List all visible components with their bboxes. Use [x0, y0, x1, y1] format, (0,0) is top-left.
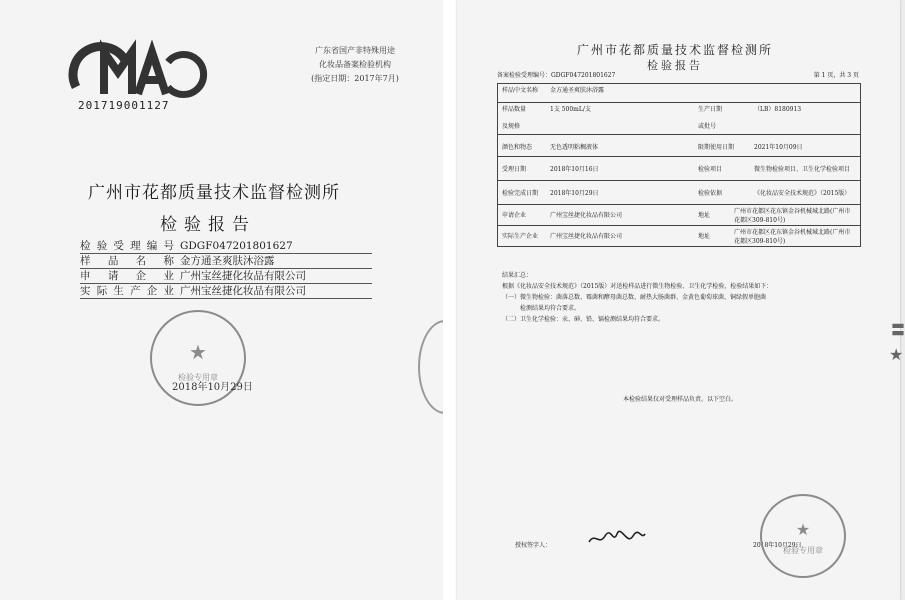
cell-value: 《化妆品安全技术规范》（2015版） — [754, 190, 851, 197]
field-label: 检验受理编号 — [80, 240, 174, 252]
cell-value: 广州市花都区花东镇金谷机械城北路(广州市花都区309-810号) — [734, 229, 851, 245]
field-label: 样品名称 — [80, 255, 174, 267]
official-seal — [760, 494, 846, 578]
cma-logo-icon — [66, 42, 186, 102]
field-value: 广州宝丝捷化妆品有限公司 — [180, 270, 306, 282]
page-indicator: 第 1 页，共 3 页 — [813, 72, 859, 79]
report-fields — [80, 239, 372, 299]
table-row — [498, 102, 860, 121]
cell-value: 金方通圣爽肤沐浴露 — [550, 87, 605, 94]
end-note: 本检验结果仅对受理样品负责。以下空白。 — [622, 396, 737, 403]
cell-label: 申请企业 — [502, 212, 527, 219]
cell-label: 生产日期 — [698, 106, 723, 113]
cell-value: 2018年10月16日 — [550, 166, 599, 173]
report-date: 2018年10月29日 — [172, 382, 253, 393]
field-row — [80, 269, 372, 284]
star-icon: ★ — [889, 345, 904, 364]
cell-value: （LB）8180913 — [754, 106, 802, 113]
signature-label: 授权签字人： — [515, 542, 552, 549]
report-cover-page — [0, 0, 443, 600]
institute-title: 广州市花都质量技术监督检测所 — [88, 183, 340, 203]
cell-label: 实际生产企业 — [502, 233, 539, 240]
report-date: 2018年10月29日 — [753, 542, 802, 549]
cell-label: 地址 — [698, 233, 711, 240]
star-icon: ★ — [795, 520, 811, 539]
report-table — [497, 83, 861, 247]
conclusion-line: 结果汇总： — [502, 272, 533, 279]
cma-number: 201719001127 — [78, 99, 170, 112]
seal-text: 检验专用章 — [178, 373, 218, 382]
table-row — [498, 225, 860, 247]
agency-line: 化妆品备案检验机构 — [319, 60, 391, 69]
star-icon: ★ — [189, 340, 207, 364]
agency-line: (指定日期：2017年7月) — [311, 74, 399, 83]
cell-label: 颜色和物态 — [502, 144, 533, 151]
field-value: 金方通圣爽肤沐浴露 — [180, 255, 275, 267]
cell-value: 广州宝丝捷化妆品有限公司 — [550, 212, 623, 219]
table-row — [498, 204, 860, 226]
table-row — [498, 156, 860, 181]
agency-line: 广东省国产非特殊用途 — [315, 46, 395, 55]
cell-value: 2021年10月09日 — [754, 144, 803, 151]
cell-value: 无色透明粘稠液体 — [550, 144, 599, 151]
cell-label: 及规格 — [502, 123, 521, 130]
report-detail-page — [457, 0, 905, 600]
page-edge-mark: 〓 — [891, 323, 905, 339]
institute-title: 广州市花都质量技术监督检测所 — [577, 43, 774, 57]
field-value: 广州宝丝捷化妆品有限公司 — [180, 285, 306, 297]
agency-designation — [290, 44, 420, 86]
report-subtitle: 检验报告 — [160, 215, 256, 235]
page-gap — [443, 0, 457, 600]
cell-label: 检验完成日期 — [502, 190, 539, 197]
cell-label: 样品中文名称 — [502, 87, 539, 94]
cell-label: 限期使用日期 — [698, 144, 735, 151]
field-label: 实际生产企业 — [80, 285, 174, 297]
cell-value: 微生物检验项目、卫生化学检验项目 — [754, 166, 851, 173]
table-row — [498, 180, 860, 205]
field-row — [80, 284, 372, 299]
conclusion-line: （二）卫生化学检验：汞、砷、铅、镉检测结果均符合要求。 — [502, 316, 665, 323]
conclusion-line: 检测结果均符合要求。 — [520, 305, 581, 312]
field-label: 申请企业 — [80, 270, 174, 282]
cell-label: 或批号 — [698, 123, 717, 130]
cell-value: 2018年10月29日 — [550, 190, 599, 197]
cell-value: 1支 500mL/支 — [550, 106, 591, 113]
table-row — [498, 134, 860, 157]
conclusion-block — [502, 270, 857, 325]
field-row — [80, 239, 372, 254]
table-row — [498, 84, 860, 102]
receipt-number: 备案检验受理编号：GDGF047201801627 — [497, 72, 616, 79]
conclusion-line: 根据《化妆品安全技术规范》（2015版）对送检样品进行微生物检验、卫生化学检验，检验结果如下： — [502, 283, 773, 290]
field-row — [80, 254, 372, 269]
field-value: GDGF047201801627 — [180, 240, 293, 252]
cell-label: 样品数量 — [502, 106, 527, 113]
cell-label: 地址 — [698, 212, 711, 219]
cell-label: 受理日期 — [502, 166, 527, 173]
cell-value: 广州宝丝捷化妆品有限公司 — [550, 233, 623, 240]
seal-text: 检验专用章 — [783, 546, 823, 555]
cell-label: 检验依据 — [698, 190, 723, 197]
cell-label: 检验项目 — [698, 166, 723, 173]
report-header — [497, 70, 859, 79]
conclusion-line: （一）微生物检验：菌落总数、霉菌和酵母菌总数、耐热大肠菌群、金黄色葡萄球菌、铜绿假单胞菌 — [502, 294, 767, 301]
handwritten-signature-icon — [587, 528, 647, 548]
report-subtitle: 检验报告 — [647, 59, 703, 72]
cell-value: 广州市花都区花东镇金谷机械城北路(广州市花都区309-810号) — [734, 208, 851, 224]
